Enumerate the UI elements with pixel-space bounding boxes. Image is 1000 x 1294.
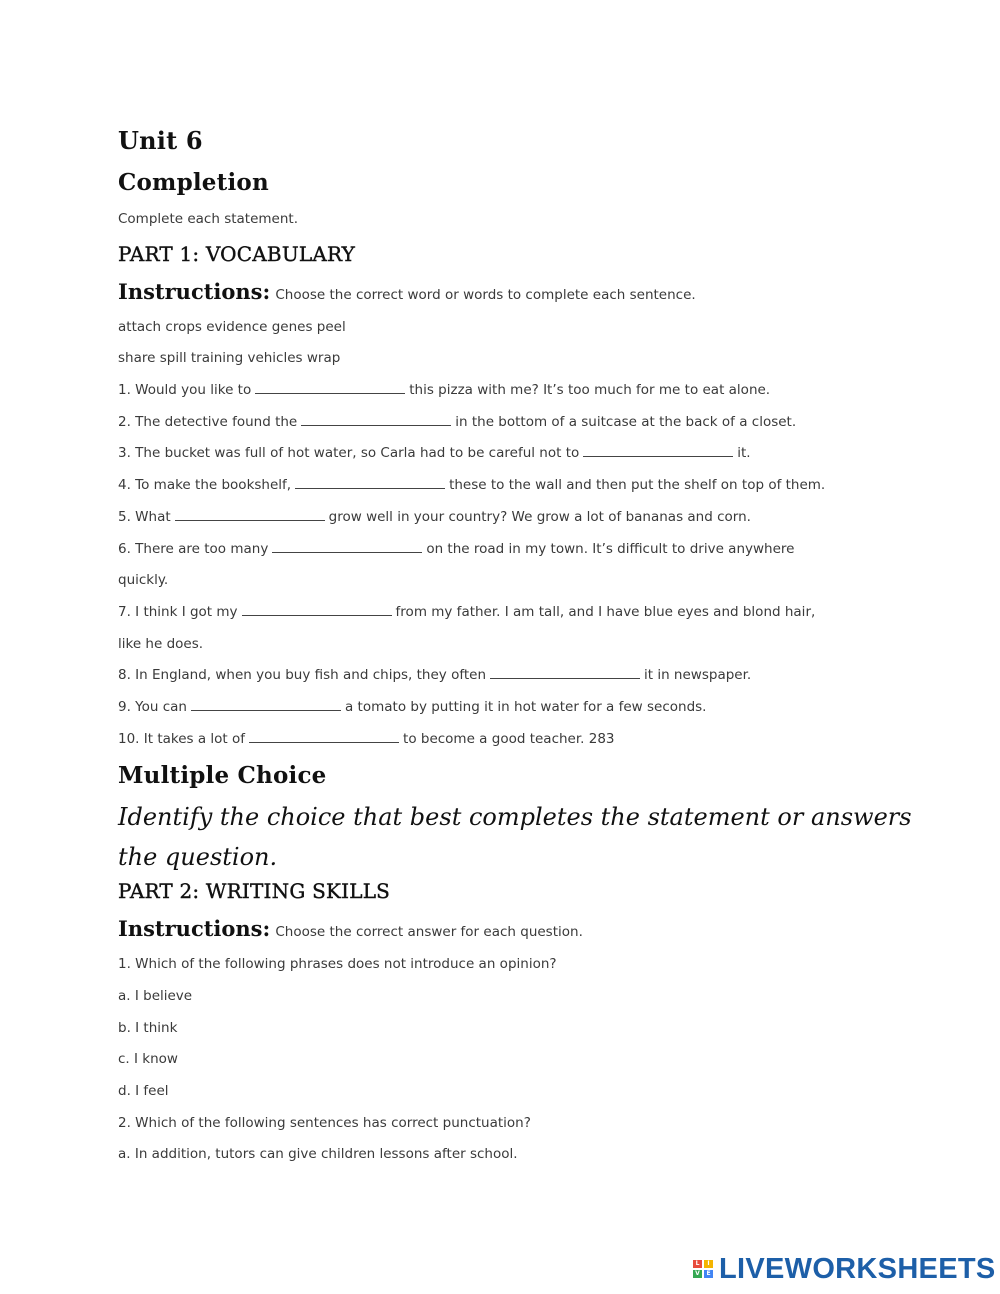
question-continuation: quickly. (118, 572, 169, 589)
word-bank-line: share spill training vehicles wrap (118, 350, 341, 367)
question-text-before: 4. To make the bookshelf, (118, 477, 292, 494)
question-text-after: grow well in your country? We grow a lot of bananas and corn. (328, 508, 751, 525)
answer-blank[interactable] (175, 508, 325, 521)
answer-blank[interactable] (242, 603, 392, 616)
part1-title: PART 1: VOCABULARY (118, 241, 356, 266)
question-text-before: 2. The detective found the (118, 413, 298, 430)
question-text-before: 3. The bucket was full of hot water, so Carla had to be careful not to (118, 445, 580, 462)
logo-mark-letter: L (693, 1260, 702, 1268)
question-text-before: 5. What (118, 508, 171, 525)
question-item (118, 692, 938, 724)
answer-blank[interactable] (295, 476, 445, 489)
logo-mark-icon (693, 1260, 713, 1278)
question-text-after: in the bottom of a suitcase at the back of a closet. (455, 413, 797, 430)
question-text-after: from my father. I am tall, and I have blue eyes and blond hair, (395, 603, 816, 620)
question-text-before: 6. There are too many (118, 540, 269, 557)
answer-option[interactable]: b. I think (118, 1019, 178, 1036)
multiple-choice-description-cont: the question. (118, 843, 278, 872)
worksheet-page (118, 120, 938, 1171)
logo-mark-letter: I (704, 1260, 713, 1268)
answer-option[interactable]: d. I feel (118, 1083, 169, 1100)
answer-blank[interactable] (272, 540, 422, 553)
question-item (118, 407, 938, 439)
instructions-label: Instructions: (118, 916, 271, 942)
instructions-text: Choose the correct word or words to complete each sentence. (275, 286, 696, 303)
multiple-choice-description: Identify the choice that best completes the statement or answers (118, 803, 912, 832)
answer-option[interactable]: c. I know (118, 1051, 178, 1068)
instructions-label: Instructions: (118, 278, 271, 304)
question-text-before: 7. I think I got my (118, 603, 238, 620)
completion-description: Complete each statement. (118, 211, 298, 227)
question-text-before: 9. You can (118, 698, 187, 715)
word-bank-line: attach crops evidence genes peel (118, 318, 346, 335)
question-item (118, 470, 938, 502)
part1-instructions (118, 272, 938, 312)
question-item (118, 534, 938, 566)
question-text-before: 10. It takes a lot of (118, 730, 246, 747)
question-text-after: it. (737, 445, 751, 462)
question-item (118, 597, 938, 629)
part2-instructions (118, 909, 938, 949)
question-continuation: like he does. (118, 635, 204, 652)
answer-blank[interactable] (249, 730, 399, 743)
question-text-before: 1. Would you like to (118, 382, 252, 399)
liveworksheets-logo (693, 1252, 996, 1286)
instructions-text: Choose the correct answer for each question. (275, 924, 583, 941)
part2-title: PART 2: WRITING SKILLS (118, 879, 391, 904)
question-text-after: on the road in my town. It’s difficult to drive anywhere (426, 540, 795, 557)
logo-mark-letter: V (693, 1270, 702, 1278)
answer-option[interactable]: a. In addition, tutors can give children lessons after school. (118, 1146, 518, 1163)
question-item (118, 502, 938, 534)
question-item (118, 375, 938, 407)
question-text-before: 8. In England, when you buy fish and chips, they often (118, 667, 486, 684)
question-text-after: this pizza with me? It’s too much for me to eat alone. (409, 382, 771, 399)
answer-blank[interactable] (301, 413, 451, 426)
answer-option[interactable]: a. I believe (118, 988, 193, 1004)
question-item (118, 660, 938, 692)
multiple-choice-title: Multiple Choice (118, 762, 327, 790)
question-line: 2. Which of the following sentences has correct punctuation? (118, 1114, 531, 1131)
answer-blank[interactable] (490, 666, 640, 679)
completion-title: Completion (118, 169, 269, 196)
question-text-after: a tomato by putting it in hot water for a few seconds. (344, 698, 707, 715)
answer-blank[interactable] (255, 381, 405, 394)
question-text-after: these to the wall and then put the shelf on top of them. (449, 477, 826, 494)
answer-blank[interactable] (583, 444, 733, 457)
answer-blank[interactable] (191, 698, 341, 711)
logo-mark-letter: E (704, 1270, 713, 1278)
unit-title: Unit 6 (118, 126, 203, 155)
question-text-after: to become a good teacher. 283 (403, 730, 615, 747)
question-text-after: it in newspaper. (644, 667, 752, 684)
question-line: 1. Which of the following phrases does not introduce an opinion? (118, 956, 557, 973)
question-item (118, 438, 938, 470)
question-item (118, 724, 938, 756)
brand-name: LIVEWORKSHEETS (719, 1252, 996, 1285)
